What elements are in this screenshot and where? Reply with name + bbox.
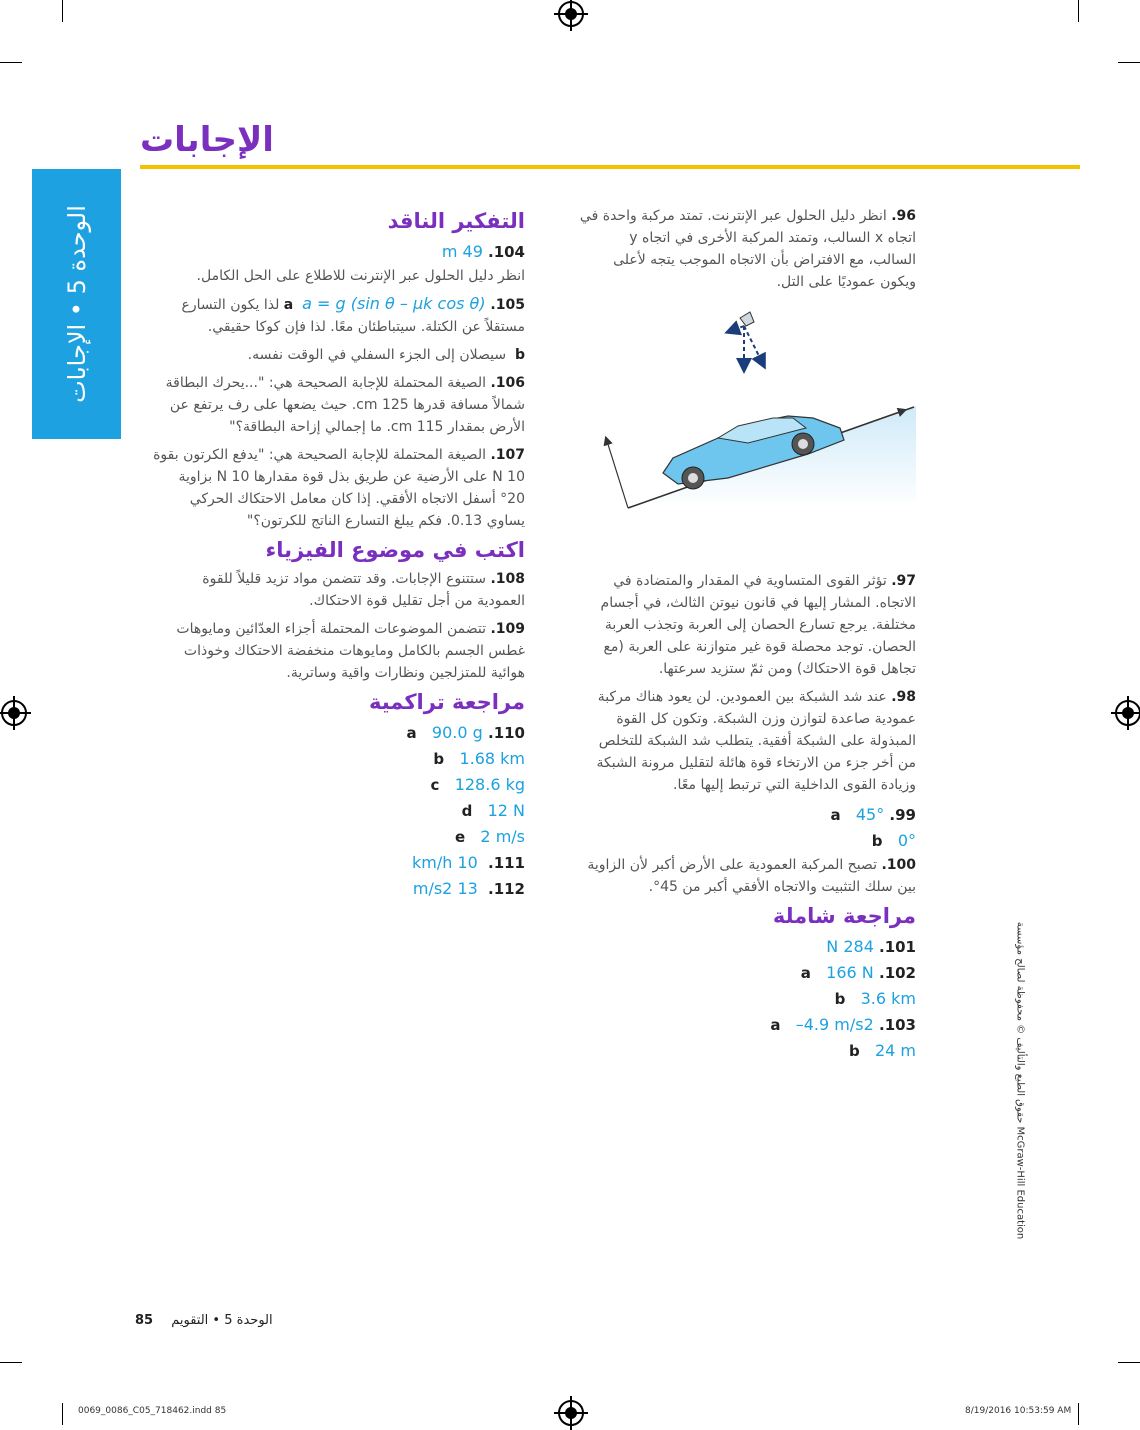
answer-96: 96. انظر دليل الحلول عبر الإنترنت. تمتد مركبة واحدة في اتجاه x السالب، وتمتد المركبة الأخرى في اتجاه y السالب، مع الافتراض بأن الاتجاه الموجب يتجه لأعلى ويكون عموديًا على التل. bbox=[579, 208, 916, 290]
crop-mark bbox=[62, 1403, 63, 1425]
answer-102b: b 3.6 km bbox=[834, 989, 916, 1008]
answer-105b: b سيصلان إلى الجزء السفلي في الوقت نفسه. bbox=[247, 347, 525, 363]
answer-104: 104. 49 m bbox=[441, 242, 525, 261]
answer-97: 97. تؤثر القوى المتساوية في المقدار والمتضادة في الاتجاه. المشار إليها في قانون نيوتن الثالث، في أجسام مختلفة. يرجع تسارع الحصان إلى العربة وتجذب العربة الحصان. توجد محصلة قوة غير متوازنة على العربة (مع تجاهل قوة الاحتكاك) ومن ثمّ ستزيد سرعتها. bbox=[600, 573, 916, 677]
crop-mark bbox=[1118, 1362, 1140, 1363]
answer-100: 100. تصبح المركبة العمودية على الأرض أكبر لأن الزاوية بين سلك التثبيت والاتجاه الأفقي أكبر من 45°. bbox=[587, 857, 916, 895]
page-label: الوحدة 5 • التقويم bbox=[171, 1313, 273, 1328]
answer-110b: b 1.68 km bbox=[433, 749, 525, 768]
page-footer bbox=[135, 1313, 273, 1328]
section-heading-critical: التفكير الناقد bbox=[387, 209, 525, 233]
answer-98: 98. عند شد الشبكة بين العمودين. لن يعود هناك مركبة عمودية صاعدة لتوازن وزن الشبكة. وتكون كل القوة المبذولة على الشبكة أفقية. يتطلب شد الشبكة للتخلص من أخر جزء من الارتخاء قوة هائلة لتقليل مرونة الشبكة وزيادة القوى الداخلية التي ترتبط إليها معًا. bbox=[596, 689, 916, 793]
right-column-lower bbox=[578, 570, 916, 1064]
answer-103a: 103. a –4.9 m/s2 bbox=[770, 1015, 916, 1034]
right-column bbox=[578, 205, 916, 299]
vy-vector bbox=[744, 326, 764, 366]
header-rule bbox=[140, 165, 1080, 169]
answer-99a: 99. a 45° bbox=[830, 805, 916, 824]
answer-110e: e 2 m/s bbox=[454, 827, 525, 846]
copyright-note: حقوق الطبع والتأليف © محفوظة لصالح مؤسسة McGraw-Hill Education bbox=[1014, 921, 1026, 1240]
answer-110d: d 12 N bbox=[461, 801, 525, 820]
chapter-tab-label-wrap bbox=[32, 169, 121, 439]
left-column bbox=[150, 205, 525, 902]
answer-106: 106. الصيغة المحتملة للإجابة الصحيحة هي: "...يحرك البطاقة شمالاً مسافة قدرها 125 cm. حيث يضعها على رف يرتفع عن الأرض بمقدار 115 cm. ما إجمالي إزاحة البطاقة؟" bbox=[165, 375, 525, 435]
crop-mark bbox=[1118, 62, 1140, 63]
answer-110a: 110. a 90.0 g bbox=[406, 723, 525, 742]
answer-102a: 102. a 166 N bbox=[800, 963, 916, 982]
answer-111: 111. 10 km/h bbox=[411, 853, 525, 872]
answer-107: 107. الصيغة المحتملة للإجابة الصحيحة هي: "يدفع الكرتون بقوة 10 N على الأرضية عن طريق بذل قوة مقدارها 10 N بزاوية 20° أسفل الاتجاه الأفقي. إذا كان معامل الاحتكاك الحركي يساوي 0.13. فكم يبلغ التسارع الناتج للكرتون؟" bbox=[153, 447, 525, 529]
answer-112: 112. 13 m/s2 bbox=[412, 879, 525, 898]
answer-104-text: انظر دليل الحلول عبر الإنترنت للاطلاع على الحل الكامل. bbox=[196, 268, 525, 284]
car-on-hill-diagram bbox=[578, 298, 916, 566]
answer-105a: 105. a a = g (sin θ – μk cos θ) لذا يكون التسارع مستقلاً عن الكتلة. سيتباطئان معًا. لذا فإن كوكا حقيقي. bbox=[181, 294, 525, 335]
crop-mark bbox=[1078, 0, 1079, 22]
answer-99b: b 0° bbox=[871, 831, 916, 850]
answer-103b: b 24 m bbox=[848, 1041, 916, 1060]
section-heading-comprehensive: مراجعة شاملة bbox=[772, 904, 916, 928]
page-title: الإجابات bbox=[140, 120, 274, 160]
crop-mark bbox=[0, 62, 22, 63]
y-axis-arrow bbox=[606, 438, 628, 508]
chapter-tab-label: الوحدة 5 • الإجابات bbox=[62, 205, 91, 403]
answer-110c: c 128.6 kg bbox=[430, 775, 525, 794]
crop-mark bbox=[62, 0, 63, 22]
registration-mark-icon bbox=[558, 1, 584, 27]
file-slug: 0069_0086_C05_718462.indd 85 bbox=[78, 1406, 227, 1416]
section-heading-writing: اكتب في موضوع الفيزياء bbox=[265, 538, 525, 562]
registration-mark-icon bbox=[1115, 700, 1140, 726]
answer-101: 101. 284 N bbox=[826, 937, 916, 956]
vx-vector bbox=[728, 326, 744, 332]
file-timestamp: 8/19/2016 10:53:59 AM bbox=[965, 1406, 1072, 1416]
registration-mark-icon bbox=[558, 1400, 584, 1426]
answer-109: 109. تتضمن الموضوعات المحتملة أجزاء العدّائين ومايوهات غطس الجسم بالكامل ومايوهات منخفضة الاحتكاك وخوذات هوائية للمتزلجين ونظارات واقية وساترية. bbox=[176, 621, 525, 681]
registration-mark-icon bbox=[1, 700, 27, 726]
page-number: 85 bbox=[135, 1313, 154, 1328]
copyright-note-wrap bbox=[1000, 905, 1040, 1265]
crop-mark bbox=[0, 1362, 22, 1363]
answer-108: 108. ستتنوع الإجابات. وقد تتضمن مواد تزيد قليلاً للقوة العمودية من أجل تقليل قوة الاحتكاك. bbox=[202, 571, 525, 609]
crop-mark bbox=[1078, 1403, 1079, 1425]
lamp-icon bbox=[740, 312, 754, 326]
section-heading-cumulative: مراجعة تراكمية bbox=[368, 690, 525, 714]
